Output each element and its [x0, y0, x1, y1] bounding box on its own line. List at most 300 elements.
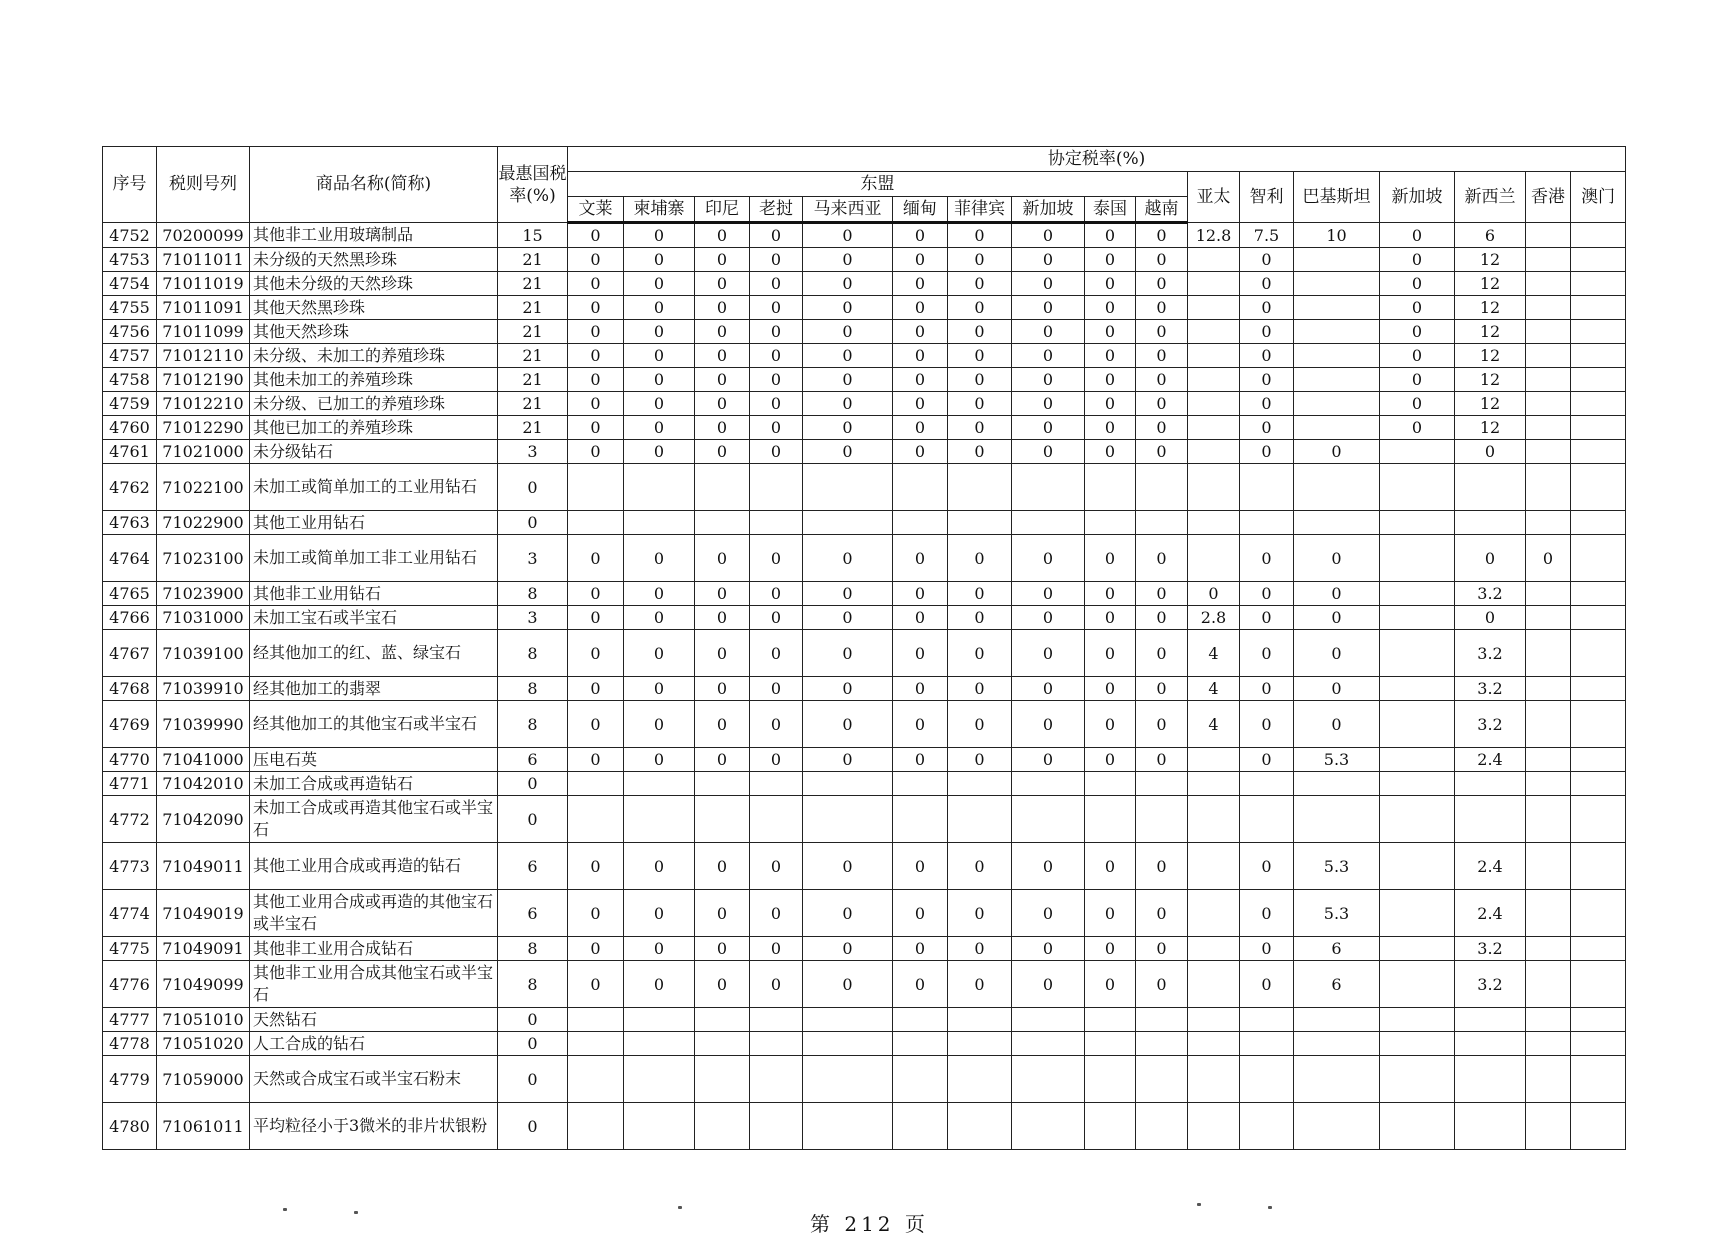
asean-rate-cell: 0: [948, 890, 1012, 937]
asean-rate-cell: 0: [695, 368, 750, 392]
other-rate-cell: 3.2: [1455, 630, 1526, 677]
asean-rate-cell: 0: [948, 248, 1012, 272]
asean-rate-cell: [568, 1103, 624, 1150]
asean-rate-cell: 0: [1012, 937, 1085, 961]
other-rate-cell: 0: [1294, 582, 1380, 606]
asean-rate-cell: 0: [624, 937, 695, 961]
asean-rate-cell: 0: [1012, 582, 1085, 606]
mfn-cell: 21: [498, 272, 568, 296]
asean-rate-cell: 0: [568, 535, 624, 582]
other-rate-cell: [1526, 937, 1571, 961]
asean-rate-cell: 0: [948, 344, 1012, 368]
other-rate-cell: 0: [1240, 248, 1294, 272]
asean-rate-cell: 0: [803, 890, 893, 937]
table-row: [103, 606, 1626, 630]
other-rate-cell: [1294, 344, 1380, 368]
asean-rate-cell: [1085, 1032, 1136, 1056]
asean-rate-cell: 0: [1136, 392, 1188, 416]
other-rate-cell: [1294, 1032, 1380, 1056]
mfn-cell: 0: [498, 464, 568, 511]
asean-rate-cell: 0: [624, 368, 695, 392]
asean-rate-cell: 0: [1012, 392, 1085, 416]
code-cell: 71059000: [157, 1056, 250, 1103]
other-rate-cell: [1526, 796, 1571, 843]
tariff-body: [103, 223, 1626, 1150]
other-rate-cell: 0: [1240, 440, 1294, 464]
asean-rate-cell: 0: [803, 582, 893, 606]
asean-rate-cell: 0: [1085, 535, 1136, 582]
other-rate-cell: 6: [1294, 937, 1380, 961]
asean-rate-cell: 0: [1012, 320, 1085, 344]
asean-rate-cell: 0: [624, 890, 695, 937]
asean-rate-cell: [948, 1008, 1012, 1032]
asean-rate-cell: 0: [1012, 890, 1085, 937]
other-rate-cell: [1571, 630, 1626, 677]
asean-rate-cell: 0: [1085, 677, 1136, 701]
other-rate-cell: [1380, 748, 1455, 772]
code-cell: 71042090: [157, 796, 250, 843]
mfn-cell: 0: [498, 1008, 568, 1032]
asean-rate-cell: 0: [568, 416, 624, 440]
other-rate-cell: [1240, 1032, 1294, 1056]
other-rate-cell: [1294, 464, 1380, 511]
other-rate-cell: [1526, 416, 1571, 440]
name-cell: 未加工合成或再造钻石: [250, 772, 498, 796]
seq-cell: 4756: [103, 320, 157, 344]
asean-rate-cell: [803, 464, 893, 511]
asean-rate-cell: [1085, 796, 1136, 843]
asean-country-header: 柬埔寨: [624, 197, 695, 223]
other-rate-cell: [1526, 701, 1571, 748]
asean-rate-cell: 0: [1012, 677, 1085, 701]
table-row: [103, 582, 1626, 606]
asean-rate-cell: 0: [624, 248, 695, 272]
name-cell: 其他未分级的天然珍珠: [250, 272, 498, 296]
other-rate-cell: [1294, 1008, 1380, 1032]
asean-rate-cell: [1012, 1056, 1085, 1103]
other-rate-cell: 4: [1188, 701, 1240, 748]
asean-rate-cell: [948, 464, 1012, 511]
mfn-cell: 21: [498, 392, 568, 416]
seq-cell: 4777: [103, 1008, 157, 1032]
asean-rate-cell: 0: [893, 748, 948, 772]
asean-rate-cell: 0: [1012, 843, 1085, 890]
other-rate-cell: 12: [1455, 296, 1526, 320]
other-rate-cell: 12: [1455, 320, 1526, 344]
code-cell: 71039910: [157, 677, 250, 701]
asean-rate-cell: [568, 1056, 624, 1103]
asean-rate-cell: [1085, 772, 1136, 796]
asean-rate-cell: 0: [568, 223, 624, 248]
other-rate-cell: [1526, 440, 1571, 464]
asean-rate-cell: 0: [1136, 535, 1188, 582]
other-rate-cell: [1294, 511, 1380, 535]
mfn-cell: 21: [498, 248, 568, 272]
other-rate-cell: 3.2: [1455, 582, 1526, 606]
asean-rate-cell: 0: [624, 223, 695, 248]
other-rate-cell: [1294, 368, 1380, 392]
name-cell: 人工合成的钻石: [250, 1032, 498, 1056]
seq-cell: 4774: [103, 890, 157, 937]
other-rate-cell: 12: [1455, 344, 1526, 368]
asean-rate-cell: 0: [948, 392, 1012, 416]
code-cell: 71023100: [157, 535, 250, 582]
other-rate-cell: [1455, 796, 1526, 843]
asean-rate-cell: 0: [750, 937, 803, 961]
asean-rate-cell: [624, 796, 695, 843]
asean-rate-cell: 0: [893, 630, 948, 677]
code-cell: 71049099: [157, 961, 250, 1008]
asean-rate-cell: [803, 796, 893, 843]
asean-rate-cell: 0: [750, 748, 803, 772]
asean-rate-cell: 0: [803, 843, 893, 890]
asean-rate-cell: [750, 511, 803, 535]
table-row: [103, 440, 1626, 464]
asean-country-header: 文莱: [568, 197, 624, 223]
asean-rate-cell: 0: [750, 320, 803, 344]
asean-rate-cell: 0: [568, 392, 624, 416]
asean-rate-cell: 0: [750, 368, 803, 392]
asean-rate-cell: [695, 1103, 750, 1150]
mfn-cell: 6: [498, 890, 568, 937]
seq-cell: 4757: [103, 344, 157, 368]
other-rate-cell: [1380, 890, 1455, 937]
seq-cell: 4755: [103, 296, 157, 320]
other-rate-cell: [1455, 511, 1526, 535]
other-rate-cell: 0: [1240, 748, 1294, 772]
seq-cell: 4761: [103, 440, 157, 464]
other-rate-cell: 0: [1380, 296, 1455, 320]
asean-rate-cell: 0: [568, 843, 624, 890]
other-rate-cell: [1571, 272, 1626, 296]
other-rate-cell: [1526, 320, 1571, 344]
asean-rate-cell: 0: [1136, 701, 1188, 748]
asean-rate-cell: [624, 772, 695, 796]
code-cell: 71051010: [157, 1008, 250, 1032]
asean-rate-cell: 0: [803, 223, 893, 248]
table-row: [103, 1032, 1626, 1056]
other-rate-cell: 0: [1380, 223, 1455, 248]
other-rate-cell: [1571, 535, 1626, 582]
other-rate-cell: [1380, 535, 1455, 582]
asean-country-header: 越南: [1136, 197, 1188, 223]
other-rate-cell: [1380, 701, 1455, 748]
asean-rate-cell: [893, 1103, 948, 1150]
other-rate-cell: [1526, 630, 1571, 677]
asean-rate-cell: [893, 511, 948, 535]
asean-rate-cell: 0: [624, 677, 695, 701]
asean-rate-cell: 0: [1136, 890, 1188, 937]
asean-rate-cell: 0: [893, 272, 948, 296]
table-row: [103, 511, 1626, 535]
asean-rate-cell: 0: [750, 248, 803, 272]
table-row: [103, 772, 1626, 796]
code-cell: 71049011: [157, 843, 250, 890]
asean-rate-cell: [1085, 1008, 1136, 1032]
asean-rate-cell: 0: [568, 701, 624, 748]
other-rate-cell: 0: [1240, 843, 1294, 890]
asean-rate-cell: [948, 796, 1012, 843]
other-rate-cell: [1526, 843, 1571, 890]
code-cell: 71041000: [157, 748, 250, 772]
other-rate-cell: 0: [1240, 344, 1294, 368]
asean-rate-cell: [1012, 772, 1085, 796]
asean-rate-cell: 0: [1136, 440, 1188, 464]
asean-rate-cell: [1012, 796, 1085, 843]
other-rate-cell: [1571, 677, 1626, 701]
other-rate-cell: [1188, 843, 1240, 890]
asean-rate-cell: [750, 796, 803, 843]
asean-rate-cell: 0: [803, 296, 893, 320]
asean-rate-cell: 0: [948, 677, 1012, 701]
asean-rate-cell: 0: [568, 582, 624, 606]
asean-rate-cell: 0: [1012, 368, 1085, 392]
asean-rate-cell: 0: [624, 701, 695, 748]
other-rate-cell: [1380, 630, 1455, 677]
asean-rate-cell: [1136, 464, 1188, 511]
other-rate-cell: [1455, 1103, 1526, 1150]
mfn-cell: 21: [498, 320, 568, 344]
others-header-2: 巴基斯坦: [1294, 172, 1380, 223]
asean-rate-cell: 0: [1085, 296, 1136, 320]
other-rate-cell: [1526, 890, 1571, 937]
table-row: [103, 890, 1626, 937]
asean-rate-cell: 0: [893, 223, 948, 248]
asean-rate-cell: 0: [803, 701, 893, 748]
asean-rate-cell: 0: [893, 296, 948, 320]
mfn-cell: 8: [498, 937, 568, 961]
seq-cell: 4759: [103, 392, 157, 416]
other-rate-cell: 0: [1240, 630, 1294, 677]
other-rate-cell: 0: [1294, 630, 1380, 677]
other-rate-cell: 0: [1380, 272, 1455, 296]
other-rate-cell: 12: [1455, 416, 1526, 440]
name-cell: 其他非工业用玻璃制品: [250, 223, 498, 248]
name-cell: 平均粒径小于3微米的非片状银粉: [250, 1103, 498, 1150]
asean-rate-cell: 0: [624, 344, 695, 368]
asean-rate-cell: 0: [624, 320, 695, 344]
asean-rate-cell: 0: [803, 368, 893, 392]
code-cell: 71012110: [157, 344, 250, 368]
other-rate-cell: 0: [1380, 248, 1455, 272]
other-rate-cell: [1571, 772, 1626, 796]
asean-rate-cell: 0: [750, 440, 803, 464]
asean-rate-cell: 0: [695, 582, 750, 606]
asean-rate-cell: 0: [695, 535, 750, 582]
asean-rate-cell: 0: [695, 961, 750, 1008]
other-rate-cell: [1188, 320, 1240, 344]
asean-rate-cell: 0: [568, 272, 624, 296]
scan-speck: [1197, 1203, 1201, 1206]
other-rate-cell: 0: [1380, 392, 1455, 416]
asean-rate-cell: 0: [803, 937, 893, 961]
other-rate-cell: 0: [1240, 890, 1294, 937]
name-cell: 未加工或简单加工的工业用钻石: [250, 464, 498, 511]
other-rate-cell: [1526, 296, 1571, 320]
asean-rate-cell: 0: [624, 416, 695, 440]
other-rate-cell: [1526, 223, 1571, 248]
asean-rate-cell: 0: [568, 344, 624, 368]
other-rate-cell: [1188, 937, 1240, 961]
other-rate-cell: 0: [1240, 320, 1294, 344]
asean-rate-cell: 0: [568, 677, 624, 701]
seq-cell: 4764: [103, 535, 157, 582]
code-cell: 71021000: [157, 440, 250, 464]
asean-rate-cell: 0: [893, 582, 948, 606]
scan-speck: [283, 1208, 287, 1211]
asean-rate-cell: 0: [893, 843, 948, 890]
name-cell: 未加工或简单加工非工业用钻石: [250, 535, 498, 582]
other-rate-cell: 0: [1188, 582, 1240, 606]
asean-rate-cell: 0: [624, 296, 695, 320]
other-rate-cell: [1571, 296, 1626, 320]
other-rate-cell: 12: [1455, 368, 1526, 392]
other-rate-cell: 0: [1240, 296, 1294, 320]
seq-cell: 4769: [103, 701, 157, 748]
name-cell: 压电石英: [250, 748, 498, 772]
asean-rate-cell: 0: [695, 748, 750, 772]
other-rate-cell: 6: [1455, 223, 1526, 248]
seq-cell: 4771: [103, 772, 157, 796]
asean-rate-cell: 0: [695, 606, 750, 630]
table-row: [103, 416, 1626, 440]
asean-rate-cell: [624, 1008, 695, 1032]
other-rate-cell: [1188, 1008, 1240, 1032]
other-rate-cell: [1294, 392, 1380, 416]
asean-rate-cell: 0: [695, 320, 750, 344]
other-rate-cell: [1571, 937, 1626, 961]
asean-rate-cell: 0: [568, 890, 624, 937]
asean-country-header: 马来西亚: [803, 197, 893, 223]
code-cell: 71012190: [157, 368, 250, 392]
asean-rate-cell: 0: [695, 843, 750, 890]
asean-rate-cell: [893, 1032, 948, 1056]
other-rate-cell: [1455, 1008, 1526, 1032]
asean-rate-cell: [1136, 772, 1188, 796]
asean-rate-cell: [948, 511, 1012, 535]
asean-rate-cell: 0: [624, 843, 695, 890]
name-cell: 未分级钻石: [250, 440, 498, 464]
mfn-cell: 15: [498, 223, 568, 248]
other-rate-cell: [1380, 937, 1455, 961]
asean-rate-cell: 0: [624, 606, 695, 630]
other-rate-cell: 0: [1455, 535, 1526, 582]
mfn-cell: 21: [498, 368, 568, 392]
name-cell: 其他未加工的养殖珍珠: [250, 368, 498, 392]
page-number: 第 212 页: [810, 1212, 929, 1236]
name-cell: 其他已加工的养殖珍珠: [250, 416, 498, 440]
name-header: 商品名称(简称): [250, 147, 498, 223]
other-rate-cell: [1526, 1008, 1571, 1032]
seq-cell: 4753: [103, 248, 157, 272]
other-rate-cell: [1571, 392, 1626, 416]
seq-cell: 4776: [103, 961, 157, 1008]
code-cell: 71011011: [157, 248, 250, 272]
asean-rate-cell: 0: [1085, 630, 1136, 677]
other-rate-cell: [1294, 1103, 1380, 1150]
name-cell: 天然钻石: [250, 1008, 498, 1032]
other-rate-cell: [1380, 772, 1455, 796]
asean-rate-cell: 0: [1012, 440, 1085, 464]
other-rate-cell: 12: [1455, 392, 1526, 416]
asean-rate-cell: [750, 464, 803, 511]
other-rate-cell: [1240, 1103, 1294, 1150]
asean-rate-cell: 0: [803, 416, 893, 440]
asean-rate-cell: 0: [624, 535, 695, 582]
table-row: [103, 272, 1626, 296]
seq-cell: 4766: [103, 606, 157, 630]
other-rate-cell: 7.5: [1240, 223, 1294, 248]
other-rate-cell: [1526, 606, 1571, 630]
other-rate-cell: 4: [1188, 677, 1240, 701]
asean-rate-cell: 0: [803, 440, 893, 464]
other-rate-cell: 0: [1240, 368, 1294, 392]
asean-rate-cell: [568, 511, 624, 535]
code-header: 税则号列: [157, 147, 250, 223]
other-rate-cell: [1571, 223, 1626, 248]
asean-rate-cell: [1136, 1103, 1188, 1150]
asean-rate-cell: 0: [695, 440, 750, 464]
other-rate-cell: 0: [1240, 272, 1294, 296]
asean-rate-cell: 0: [1085, 320, 1136, 344]
other-rate-cell: [1380, 843, 1455, 890]
other-rate-cell: [1526, 772, 1571, 796]
asean-rate-cell: 0: [568, 606, 624, 630]
seq-cell: 4779: [103, 1056, 157, 1103]
other-rate-cell: [1571, 606, 1626, 630]
asean-rate-cell: 0: [803, 344, 893, 368]
seq-cell: 4752: [103, 223, 157, 248]
table-row: [103, 748, 1626, 772]
other-rate-cell: 0: [1380, 344, 1455, 368]
table-row: [103, 392, 1626, 416]
asean-rate-cell: 0: [1012, 748, 1085, 772]
other-rate-cell: [1571, 1056, 1626, 1103]
asean-rate-cell: 0: [750, 606, 803, 630]
asean-rate-cell: 0: [1085, 344, 1136, 368]
mfn-cell: 6: [498, 843, 568, 890]
seq-cell: 4762: [103, 464, 157, 511]
asean-rate-cell: 0: [1136, 748, 1188, 772]
code-cell: 71012210: [157, 392, 250, 416]
asean-rate-cell: [695, 1032, 750, 1056]
code-cell: 71042010: [157, 772, 250, 796]
seq-cell: 4760: [103, 416, 157, 440]
other-rate-cell: [1294, 1056, 1380, 1103]
others-header-1: 智利: [1240, 172, 1294, 223]
mfn-cell: 0: [498, 1032, 568, 1056]
other-rate-cell: [1294, 416, 1380, 440]
other-rate-cell: [1526, 464, 1571, 511]
other-rate-cell: 0: [1240, 677, 1294, 701]
asean-rate-cell: [695, 1008, 750, 1032]
others-header-5: 香港: [1526, 172, 1571, 223]
mfn-cell: 0: [498, 772, 568, 796]
mfn-cell: 21: [498, 344, 568, 368]
asean-rate-cell: [803, 1103, 893, 1150]
asean-rate-cell: [568, 796, 624, 843]
other-rate-cell: 2.4: [1455, 843, 1526, 890]
asean-rate-cell: 0: [695, 677, 750, 701]
other-rate-cell: [1571, 464, 1626, 511]
other-rate-cell: 5.3: [1294, 748, 1380, 772]
asean-rate-cell: [1085, 464, 1136, 511]
asean-rate-cell: [803, 772, 893, 796]
asean-rate-cell: 0: [893, 701, 948, 748]
other-rate-cell: [1526, 368, 1571, 392]
asean-rate-cell: 0: [1136, 272, 1188, 296]
asean-rate-cell: [1136, 511, 1188, 535]
